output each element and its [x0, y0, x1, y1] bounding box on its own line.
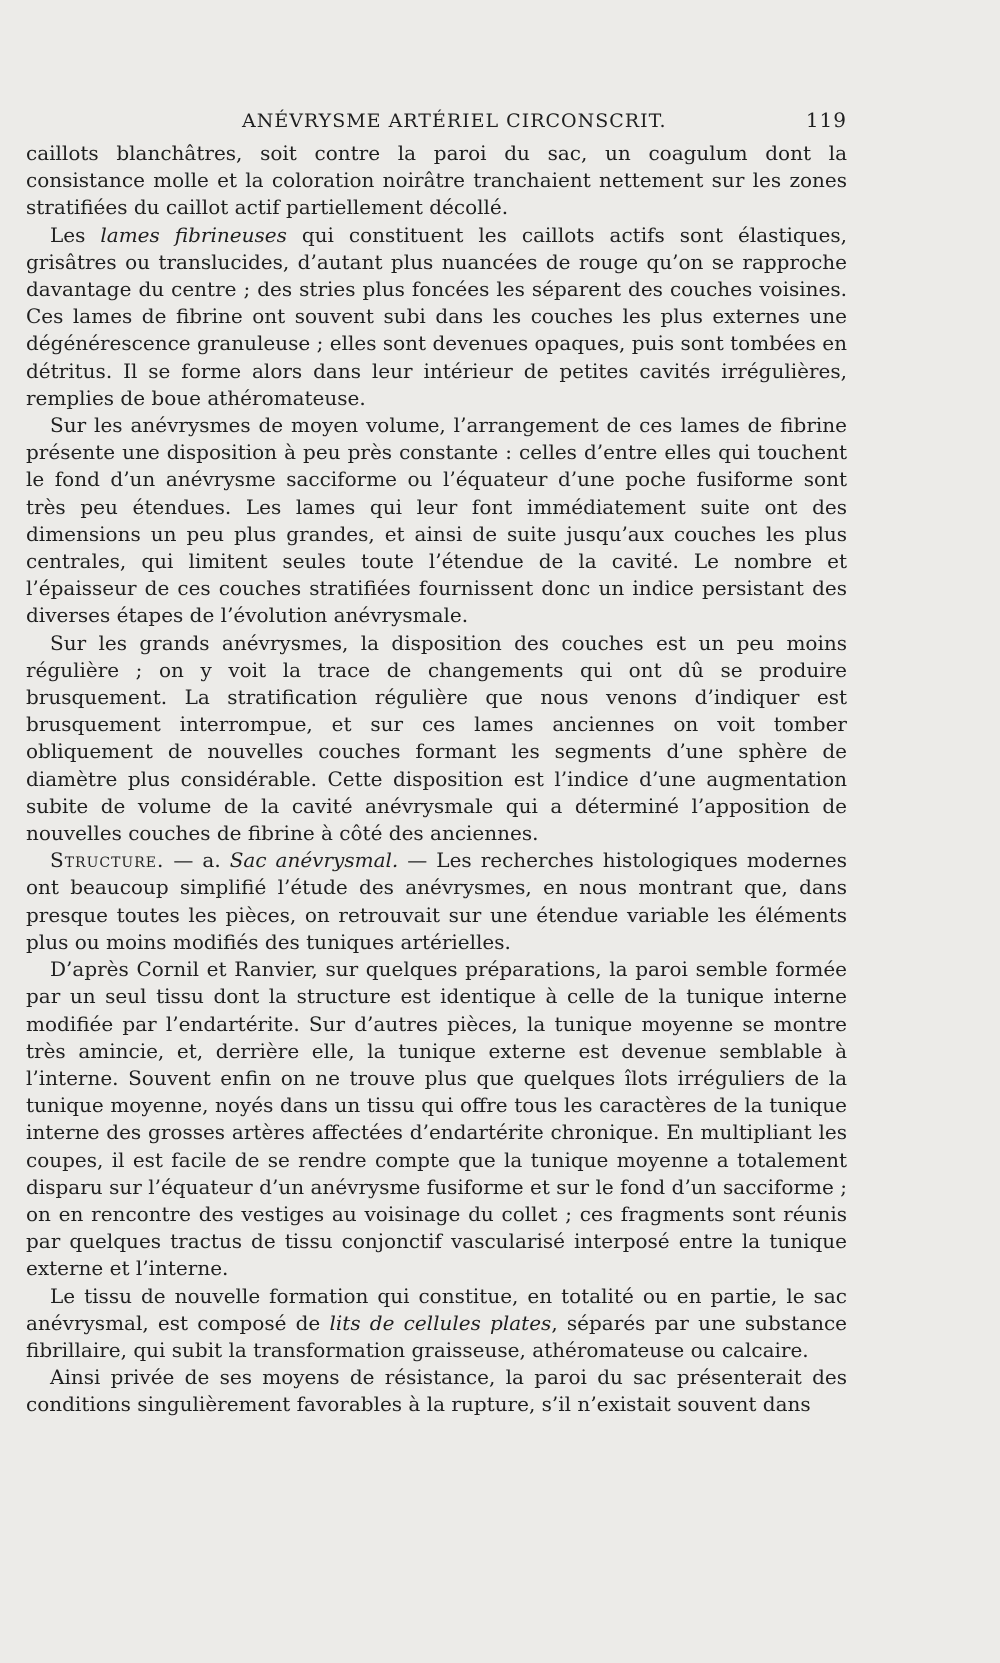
paragraph-text: Sur les anévrysmes de moyen volume, l’arrangement de ces lames de fibrine présente une disposition à peu près constante : celles d’entre elles qui touchent le fond d’un anévrysme sacciforme ou l’équateur d’une poche fusiforme sont très peu étendues. Les lames qui leur font immédiatement suite ont des dimensions un peu plus grandes, et ainsi de suite jusqu’aux couches les plus centrales, qui limitent seules toute l’étendue de la cavité. Le nombre et l’épaisseur de ces couches stratifiées fournissent donc un indice persistant des diverses étapes de l’évolution anévrysmale. — [26, 413, 847, 628]
body-text — [26, 140, 847, 1419]
paragraph-cornil-ranvier — [26, 956, 847, 1282]
italic-term: Sac anévrysmal. — [229, 848, 399, 873]
paragraph-text: , séparés par une substance fibrillaire, qui subit la transformation graisseuse, athéromateuse ou calcaire. — [26, 1310, 847, 1362]
paragraph-moyen-volume — [26, 412, 847, 630]
paragraph-text: Les — [50, 222, 101, 247]
paragraph-continued — [26, 140, 847, 222]
running-head — [26, 108, 847, 132]
paragraph-text: D’après Cornil et Ranvier, sur quelques préparations, la paroi semble formée par un seul tissu dont la structure est identique à celle de la tunique interne modifiée par l’endartérite. Sur d’autres pièces, la tunique moyenne se montre très amincie, et, derrière elle, la tunique externe est devenue semblable à l’interne. Souvent enfin on ne trouve plus que quelques îlots irréguliers de la tunique moyenne, noyés dans un tissu qui offre tous les caractères de la tunique interne des grosses artères affectées d’endartérite chronique. En multipliant les coupes, il est facile de se rendre compte que la tunique moyenne a totalement disparu sur l’équateur d’un anévrysme fusiforme et sur le fond d’un sacciforme ; on en rencontre des vestiges au voisinage du collet ; ces fragments sont réunis par quelques tractus de tissu conjonctif vascularisé interposé entre la tunique externe et l’interne. — [26, 957, 847, 1281]
paragraph-text: Sur les grands anévrysmes, la disposition des couches est un peu moins régulière ; on y voit la trace de changements qui ont dû se produire brusquement. La stratification régulière que nous venons d’indiquer est brusquement interrompue, et sur ces lames anciennes on voit tomber obliquement de nouvelles couches formant les segments d’une sphère de diamètre plus considérable. Cette disposition est l’indice d’une augmentation subite de volume de la cavité anévrysmale qui a déterminé l’apposition de nouvelles couches de fibrine à côté des anciennes. — [26, 630, 847, 846]
paragraph-tissu-nouvelle-formation — [26, 1283, 847, 1365]
paragraph-resistance — [26, 1364, 847, 1418]
running-title: ANÉVRYSME ARTÉRIEL CIRCONSCRIT. — [242, 110, 667, 132]
paragraph-text: — Les recherches histologiques modernes ont beaucoup simplifié l’étude des anévrysmes, en nous montrant que, dans presque toutes les pièces, on retrouvait sur une étendue variable les éléments plus ou moins modifiés des tuniques artérielles. — [26, 848, 848, 954]
paragraph-text: — a. — [164, 848, 230, 873]
paragraph-lames-fibrineuses — [26, 222, 847, 412]
paragraph-text: caillots blanchâtres, soit contre la paroi du sac, un coagulum dont la consistance molle et la coloration noirâtre tranchaient nettement sur les zones stratifiées du caillot actif partiellement décollé. — [26, 141, 847, 220]
italic-term: lames fibrineuses — [100, 222, 287, 247]
paragraph-text: qui constituent les caillots actifs sont élastiques, grisâtres ou translucides, d’autant plus nuancées de rouge qu’on se rapproche davantage du centre ; des stries plus foncées les séparent des couches voisines. Ces lames de fibrine ont souvent subi dans les couches les plus externes une dégénérescence granuleuse ; elles sont devenues opaques, puis sont tombées en détritus. Il se forme alors dans leur intérieur de petites cavités irrégulières, remplies de boue athéromateuse. — [26, 222, 847, 410]
section-heading: Structure. — [50, 848, 165, 873]
paragraph-text: Le tissu de nouvelle formation qui constitue, en totalité ou en partie, le sac anévrysmal, est composé de — [26, 1283, 847, 1335]
paragraph-structure — [26, 847, 847, 956]
paragraph-grands-anevrysmes — [26, 630, 847, 848]
page-number: 119 — [805, 108, 847, 132]
italic-term: lits de cellules plates — [329, 1310, 552, 1335]
paragraph-text: Ainsi privée de ses moyens de résistance, la paroi du sac présenterait des conditions singulièrement favorables à la rupture, s’il n’existait souvent dans — [26, 1365, 847, 1417]
